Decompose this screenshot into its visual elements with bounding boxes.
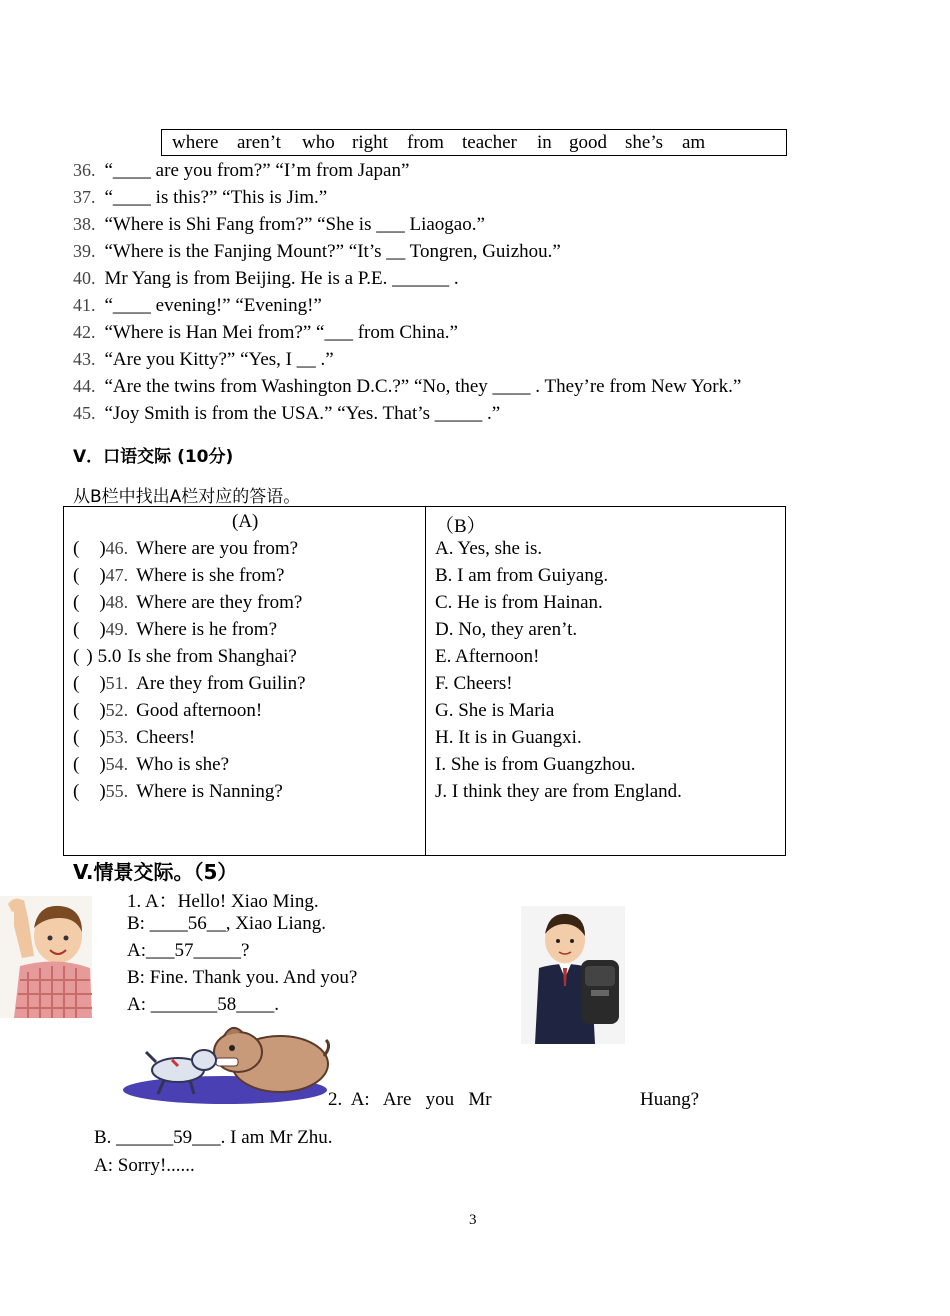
word-bank-item: aren’t [237,132,281,153]
question-item: 40. Mr Yang is from Beijing. He is a P.E. ______ . [73,268,459,289]
word-bank-item: who [302,132,335,153]
match-question: ( )47. Where is she from? [73,565,285,586]
boy-backpack-image [521,906,625,1044]
question-text: “Joy Smith is from the USA.” “Yes. That’s _____ .” [104,403,501,424]
match-question: ( ) 5.0 Is she from Shanghai? [73,646,297,667]
dialog-line: 1. A：Hello! Xiao Ming. [127,891,319,912]
question-item: 37. “____ is this?” “This is Jim.” [73,187,328,208]
match-answer: A. Yes, she is. [435,538,543,559]
column-a [64,507,426,856]
question-text: “Are you Kitty?” “Yes, I __ .” [104,349,334,370]
word-bank-item: right [352,132,388,153]
question-item: 36. “____ are you from?” “I’m from Japan” [73,160,410,181]
section-instruction: 从B栏中找出A栏对应的答语。 [73,487,301,507]
question-item: 41. “____ evening!” “Evening!” [73,295,322,316]
section-title: V.情景交际。（5） [73,860,238,884]
column-b-header: （B） [435,516,486,537]
question-item: 44. “Are the twins from Washington D.C.?” “No, they ____ . They’re from New York.” [73,376,742,397]
question-item: 43. “Are you Kitty?” “Yes, I __ .” [73,349,334,370]
match-answer: J. I think they are from England. [435,781,682,802]
question-text: “____ is this?” “This is Jim.” [104,187,328,208]
match-answer: H. It is in Guangxi. [435,727,582,748]
match-question: ( )51. Are they from Guilin? [73,673,306,694]
match-question: ( )46. Where are you from? [73,538,299,559]
match-question: ( )49. Where is he from? [73,619,278,640]
question-text: Mr Yang is from Beijing. He is a P.E. ______ . [104,268,459,289]
page-number: 3 [469,1212,477,1228]
question-item: 38. “Where is Shi Fang from?” “She is ___ Liaogao.” [73,214,485,235]
dialog-line: B. ______59___. I am Mr Zhu. [94,1127,333,1148]
match-question: ( )54. Who is she? [73,754,230,775]
match-answer: F. Cheers! [435,673,513,694]
match-question: ( )55. Where is Nanning? [73,781,283,802]
dialog-line: B: ____56__, Xiao Liang. [127,913,326,934]
match-question: ( )52. Good afternoon! [73,700,263,721]
match-answer: C. He is from Hainan. [435,592,603,613]
question-text: “Where is Han Mei from?” “___ from China.” [104,322,458,343]
word-bank-item: good [569,132,607,153]
question-text: “____ are you from?” “I’m from Japan” [104,160,410,181]
dialog-line: A: Sorry!...... [94,1155,195,1176]
question-text: “Where is the Fanjing Mount?” “It’s __ Tongren, Guizhou.” [104,241,561,262]
boy-waving-image [0,896,92,1018]
question-item: 42. “Where is Han Mei from?” “___ from China.” [73,322,458,343]
dialog-line: A: _______58____. [127,994,279,1015]
word-bank-item: in [537,132,552,153]
column-a-header: (A) [232,511,259,532]
question-item: 39. “Where is the Fanjing Mount?” “It’s __ Tongren, Guizhou.” [73,241,561,262]
dialog-line: A:___57_____? [127,940,250,961]
match-answer: G. She is Maria [435,700,555,721]
word-bank-item: where [172,132,219,153]
matching-table [63,506,786,856]
dogs-cartoon-image [120,1016,330,1106]
word-bank-item: am [682,132,706,153]
dialog-line: B: Fine. Thank you. And you? [127,967,358,988]
question-text: “Are the twins from Washington D.C.?” “No, they ____ . They’re from New York.” [104,376,742,397]
word-bank-box [161,129,787,156]
dialog-line: 2. A: Are you Mr [328,1089,492,1110]
word-bank-item: she’s [625,132,663,153]
dialog-line: Huang? [640,1089,700,1110]
word-bank-item: from [407,132,444,153]
match-answer: I. She is from Guangzhou. [435,754,636,775]
match-answer: B. I am from Guiyang. [435,565,609,586]
question-text: “____ evening!” “Evening!” [104,295,322,316]
question-item: 45. “Joy Smith is from the USA.” “Yes. That’s _____ .” [73,403,501,424]
column-b [426,507,786,856]
question-text: “Where is Shi Fang from?” “She is ___ Liaogao.” [104,214,485,235]
match-question: ( )53. Cheers! [73,727,196,748]
match-question: ( )48. Where are they from? [73,592,303,613]
word-bank-item: teacher [462,132,517,153]
match-answer: E. Afternoon! [435,646,540,667]
section-title: V．口语交际 (10分) [73,447,234,467]
match-answer: D. No, they aren’t. [435,619,578,640]
